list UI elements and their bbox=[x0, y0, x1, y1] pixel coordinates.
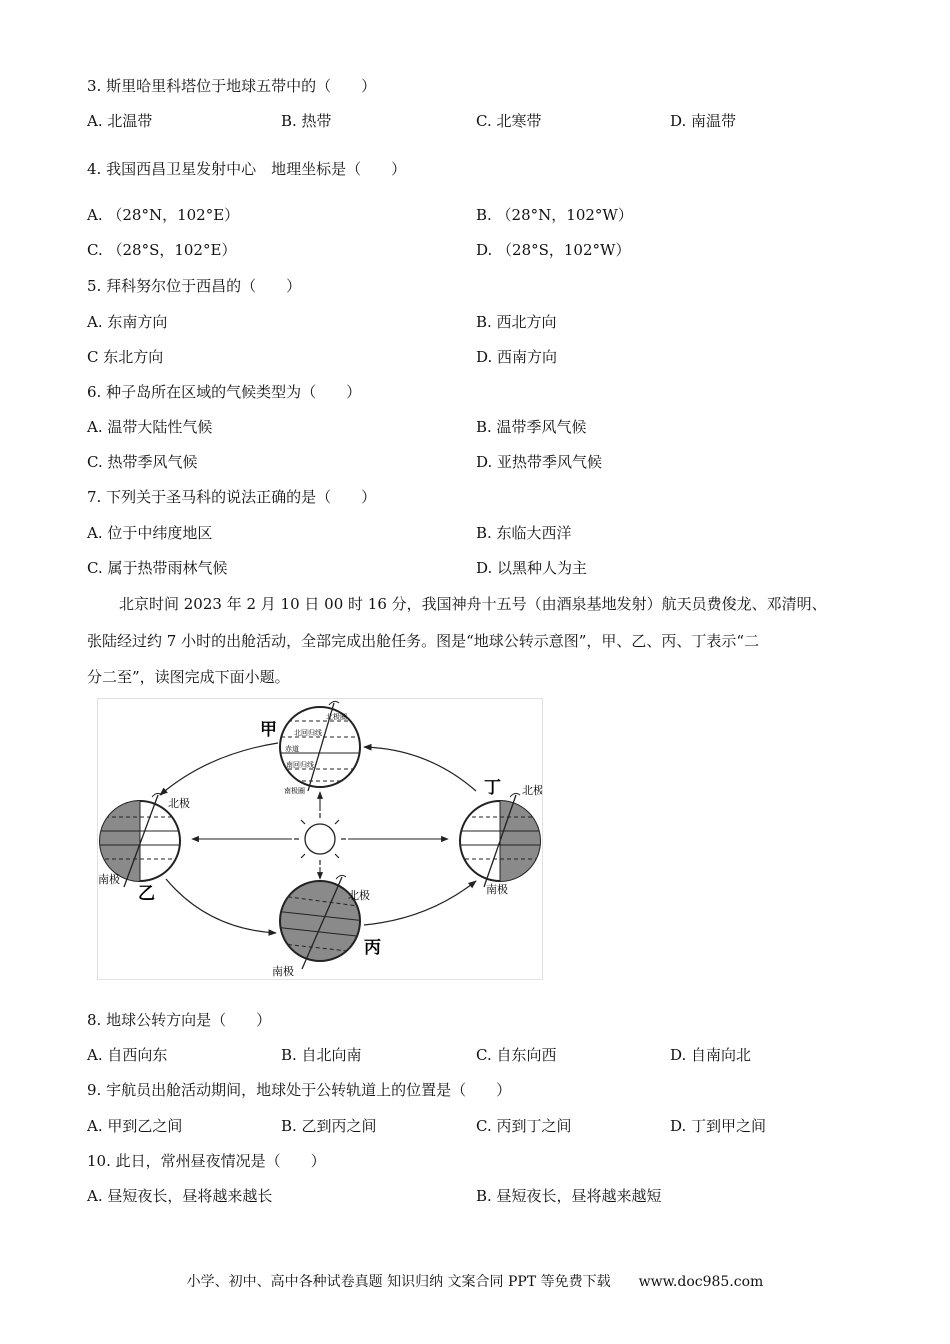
label-north-pole-bing: 北极 bbox=[348, 889, 370, 902]
question-5-stem: 5. 拜科努尔位于西昌的（ ） bbox=[87, 277, 302, 295]
q4-option-c[interactable]: C. （28°S，102°E） bbox=[87, 241, 237, 259]
label-antarctic-circle: 南极圈 bbox=[284, 787, 305, 795]
q10-option-b[interactable]: B. 昼短夜长，昼将越来越短 bbox=[476, 1187, 662, 1205]
label-north-pole-yi: 北极 bbox=[168, 797, 190, 810]
q4-option-b[interactable]: B. （28°N，102°W） bbox=[476, 206, 633, 224]
orbit-arc-ding-jia bbox=[364, 747, 476, 791]
q8-option-c[interactable]: C. 自东向西 bbox=[476, 1046, 557, 1064]
label-north-pole-ding: 北极 bbox=[522, 784, 542, 797]
earth-jia bbox=[274, 701, 366, 795]
page-footer: 小学、初中、高中各种试卷真题 知识归纳 文案合同 PPT 等免费下载 www.doc985.com bbox=[186, 1274, 764, 1290]
q7-option-b[interactable]: B. 东临大西洋 bbox=[476, 524, 572, 542]
question-3-stem: 3. 斯里哈里科塔位于地球五带中的（ ） bbox=[87, 77, 377, 95]
earth-revolution-svg bbox=[98, 699, 542, 979]
question-4-stem: 4. 我国西昌卫星发射中心 地理坐标是（ ） bbox=[87, 160, 407, 178]
q9-option-a[interactable]: A. 甲到乙之间 bbox=[87, 1117, 183, 1135]
question-8-stem: 8. 地球公转方向是（ ） bbox=[87, 1011, 272, 1029]
passage-line-3: 分二至”，读图完成下面小题。 bbox=[87, 668, 290, 686]
question-9-stem: 9. 宇航员出舱活动期间，地球处于公转轨道上的位置是（ ） bbox=[87, 1081, 512, 1099]
orbit-arc-jia-yi bbox=[160, 743, 278, 795]
q3-option-d[interactable]: D. 南温带 bbox=[670, 112, 737, 130]
label-tropic-south: 南回归线 bbox=[286, 761, 314, 769]
label-south-pole-yi: 南极 bbox=[98, 873, 120, 886]
label-south-pole-bing: 南极 bbox=[272, 965, 294, 978]
passage-line-1: 北京时间 2023 年 2 月 10 日 00 时 16 分，我国神舟十五号（由酒泉基地发射）航天员费俊龙、邓清明、 bbox=[119, 595, 827, 613]
orbit-arc-bing-ding bbox=[364, 881, 476, 925]
q5-option-a[interactable]: A. 东南方向 bbox=[87, 313, 168, 331]
label-tropic-north: 北回归线 bbox=[294, 729, 322, 737]
label-equator: 赤道 bbox=[285, 745, 299, 753]
label-arctic-circle: 北极圈 bbox=[326, 713, 347, 721]
q6-option-b[interactable]: B. 温带季风气候 bbox=[476, 418, 587, 436]
q3-option-b[interactable]: B. 热带 bbox=[281, 112, 332, 130]
q7-option-c[interactable]: C. 属于热带雨林气候 bbox=[87, 559, 228, 577]
orbit-arc-yi-bing bbox=[166, 879, 276, 933]
earth-revolution-diagram bbox=[97, 698, 543, 980]
q9-option-c[interactable]: C. 丙到丁之间 bbox=[476, 1117, 572, 1135]
label-yi: 乙 bbox=[138, 884, 155, 904]
q4-option-a[interactable]: A. （28°N，102°E） bbox=[87, 206, 240, 224]
q5-option-c[interactable]: C 东北方向 bbox=[87, 348, 164, 366]
q6-option-a[interactable]: A. 温带大陆性气候 bbox=[87, 418, 213, 436]
q3-option-a[interactable]: A. 北温带 bbox=[87, 112, 153, 130]
q8-option-b[interactable]: B. 自北向南 bbox=[281, 1046, 362, 1064]
q9-option-b[interactable]: B. 乙到丙之间 bbox=[281, 1117, 377, 1135]
q7-option-d[interactable]: D. 以黑种人为主 bbox=[476, 559, 588, 577]
sun-icon bbox=[294, 813, 346, 865]
label-jia: 甲 bbox=[260, 720, 277, 740]
q3-option-c[interactable]: C. 北寒带 bbox=[476, 112, 542, 130]
q8-option-d[interactable]: D. 自南向北 bbox=[670, 1046, 752, 1064]
q5-option-b[interactable]: B. 西北方向 bbox=[476, 313, 557, 331]
q5-option-d[interactable]: D. 西南方向 bbox=[476, 348, 558, 366]
question-6-stem: 6. 种子岛所在区域的气候类型为（ ） bbox=[87, 383, 362, 401]
label-south-pole-ding: 南极 bbox=[486, 883, 508, 896]
q7-option-a[interactable]: A. 位于中纬度地区 bbox=[87, 524, 213, 542]
label-bing: 丙 bbox=[364, 938, 381, 958]
q10-option-a[interactable]: A. 昼短夜长，昼将越来越长 bbox=[87, 1187, 273, 1205]
q4-option-d[interactable]: D. （28°S，102°W） bbox=[476, 241, 631, 259]
passage-line-2: 张陆经过约 7 小时的出舱活动，全部完成出舱任务。图是“地球公转示意图”，甲、乙、丙、丁表示“二 bbox=[87, 632, 760, 650]
label-ding: 丁 bbox=[484, 778, 501, 798]
earth-ding bbox=[458, 793, 542, 887]
q6-option-d[interactable]: D. 亚热带季风气候 bbox=[476, 453, 603, 471]
q9-option-d[interactable]: D. 丁到甲之间 bbox=[670, 1117, 767, 1135]
question-7-stem: 7. 下列关于圣马科的说法正确的是（ ） bbox=[87, 488, 377, 506]
question-10-stem: 10. 此日，常州昼夜情况是（ ） bbox=[87, 1152, 326, 1170]
q6-option-c[interactable]: C. 热带季风气候 bbox=[87, 453, 198, 471]
q8-option-a[interactable]: A. 自西向东 bbox=[87, 1046, 168, 1064]
